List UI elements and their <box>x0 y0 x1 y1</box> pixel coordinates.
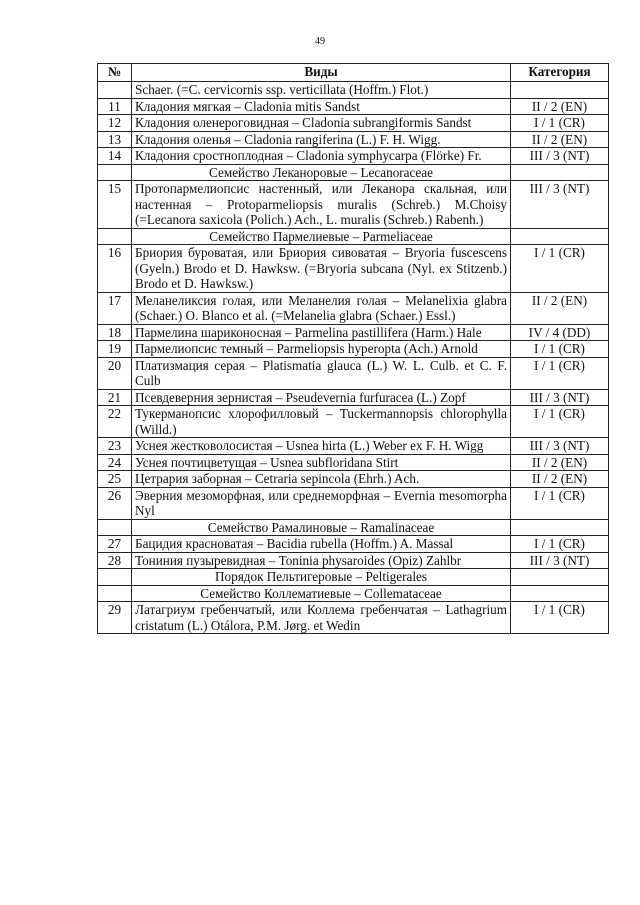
table-row <box>98 115 609 132</box>
section-row <box>98 585 609 602</box>
table-header-row <box>98 64 609 82</box>
row-number: 21 <box>98 389 132 406</box>
species-name: Эверния мезоморфная, или среднеморфная – Evernia mesomorpha Nyl <box>132 487 511 519</box>
category-value: I / 1 (CR) <box>511 245 609 293</box>
table-row <box>98 438 609 455</box>
category-value: IV / 4 (DD) <box>511 324 609 341</box>
species-name: Кладония сростноплодная – Cladonia symphycarpa (Flörke) Fr. <box>132 148 511 165</box>
empty-number-cell <box>98 585 132 602</box>
table-row <box>98 552 609 569</box>
row-number: 16 <box>98 245 132 293</box>
table-row <box>98 602 609 634</box>
empty-number-cell <box>98 164 132 181</box>
section-row <box>98 519 609 536</box>
category-value: I / 1 (CR) <box>511 341 609 358</box>
category-value: III / 3 (NT) <box>511 181 609 229</box>
category-value: II / 2 (EN) <box>511 98 609 115</box>
category-value: II / 2 (EN) <box>511 292 609 324</box>
row-number: 28 <box>98 552 132 569</box>
category-value: I / 1 (CR) <box>511 602 609 634</box>
category-value: III / 3 (NT) <box>511 389 609 406</box>
empty-number-cell <box>98 519 132 536</box>
species-name: Латагриум гребенчатый, или Коллема гребенчатая – Lathagrium cristatum (L.) Otálora, P.M. Jørg. et Wedin <box>132 602 511 634</box>
species-name: Бриория буроватая, или Бриория сивоватая – Bryoria fuscescens (Gyeln.) Brodo et D. Hawksw. (=Bryoria subcana (Nyl. ex Stitzenb.) Brodo et D. Hawksw.) <box>132 245 511 293</box>
table-row <box>98 292 609 324</box>
category-value: I / 1 (CR) <box>511 357 609 389</box>
row-number: 12 <box>98 115 132 132</box>
category-value: III / 3 (NT) <box>511 552 609 569</box>
row-number: 14 <box>98 148 132 165</box>
table-row <box>98 148 609 165</box>
section-title: Семейство Леканоровые – Lecanoraceae <box>132 164 511 181</box>
row-number: 27 <box>98 536 132 553</box>
empty-category-cell <box>511 519 609 536</box>
row-number: 26 <box>98 487 132 519</box>
continuation-row <box>98 82 609 99</box>
category-value: II / 2 (EN) <box>511 454 609 471</box>
table-row <box>98 181 609 229</box>
category-value: II / 2 (EN) <box>511 131 609 148</box>
empty-number-cell <box>98 82 132 99</box>
empty-category-cell <box>511 569 609 586</box>
category-value: I / 1 (CR) <box>511 115 609 132</box>
table-row <box>98 131 609 148</box>
species-name: Уснея почтицветущая – Usnea subfloridana Stirt <box>132 454 511 471</box>
category-value: I / 1 (CR) <box>511 406 609 438</box>
species-name: Тукерманопсис хлорофилловый – Tuckermannopsis chlorophylla (Willd.) <box>132 406 511 438</box>
header-species: Виды <box>132 64 511 82</box>
species-name: Бацидия красноватая – Bacidia rubella (Hoffm.) A. Massal <box>132 536 511 553</box>
category-value: I / 1 (CR) <box>511 536 609 553</box>
table-row <box>98 471 609 488</box>
category-value: II / 2 (EN) <box>511 471 609 488</box>
row-number: 23 <box>98 438 132 455</box>
section-title: Порядок Пельтигеровые – Peltigerales <box>132 569 511 586</box>
empty-category-cell <box>511 82 609 99</box>
species-name: Кладония оленерогoвидная – Cladonia subrangiformis Sandst <box>132 115 511 132</box>
table-row <box>98 487 609 519</box>
table-row <box>98 454 609 471</box>
row-number: 19 <box>98 341 132 358</box>
species-name: Уснея жестковолосистая – Usnea hirta (L.) Weber ex F. H. Wigg <box>132 438 511 455</box>
section-title: Семейство Коллематиевые – Collemataceae <box>132 585 511 602</box>
row-number: 15 <box>98 181 132 229</box>
section-title: Семейство Пармелиевые – Parmeliaceae <box>132 228 511 245</box>
page-number: 49 <box>315 36 325 47</box>
species-name: Меланеликсия голая, или Меланелия голая – Melanelixia glabra (Schaer.) O. Blanco et al. (=Melanelia glabra (Schaer.) Essl.) <box>132 292 511 324</box>
table-row <box>98 341 609 358</box>
species-name: Кладония оленья – Cladonia rangiferina (L.) F. H. Wigg. <box>132 131 511 148</box>
category-value: III / 3 (NT) <box>511 438 609 455</box>
empty-category-cell <box>511 585 609 602</box>
species-name: Протопармелиопсис настенный, или Леканора скальная, или настенная – Protoparmeliopsis muralis (Schreb.) M.Choisy (=Lecanora saxicola (Polich.) Ach., L. muralis (Schreb.) Rabenh.) <box>132 181 511 229</box>
species-name: Псевдеверния зернистая – Pseudevernia furfuracea (L.) Zopf <box>132 389 511 406</box>
row-number: 24 <box>98 454 132 471</box>
section-row <box>98 228 609 245</box>
empty-number-cell <box>98 228 132 245</box>
section-row <box>98 164 609 181</box>
row-number: 25 <box>98 471 132 488</box>
header-category: Категория <box>511 64 609 82</box>
row-number: 29 <box>98 602 132 634</box>
species-name: Пармелиопсис темный – Parmeliopsis hyperopta (Ach.) Arnold <box>132 341 511 358</box>
table-row <box>98 357 609 389</box>
table-row <box>98 324 609 341</box>
section-row <box>98 569 609 586</box>
category-value: III / 3 (NT) <box>511 148 609 165</box>
row-number: 20 <box>98 357 132 389</box>
species-name: Пармелина шариконосная – Parmelina pastillifera (Harm.) Hale <box>132 324 511 341</box>
table-row <box>98 98 609 115</box>
table-row <box>98 389 609 406</box>
section-title: Семейство Рамалиновые – Ramalinaceae <box>132 519 511 536</box>
row-number: 13 <box>98 131 132 148</box>
species-table <box>97 63 609 634</box>
table-row <box>98 536 609 553</box>
species-name: Тониния пузыревидная – Toninia physaroides (Opiz) Zahlbr <box>132 552 511 569</box>
header-number: № <box>98 64 132 82</box>
row-number: 11 <box>98 98 132 115</box>
empty-category-cell <box>511 164 609 181</box>
row-number: 22 <box>98 406 132 438</box>
row-number: 17 <box>98 292 132 324</box>
row-number: 18 <box>98 324 132 341</box>
species-name: Платизмация серая – Platismatia glauca (L.) W. L. Culb. et C. F. Culb <box>132 357 511 389</box>
species-name: Schaer. (=C. cervicornis ssp. verticillata (Hoffm.) Flot.) <box>132 82 511 99</box>
table-row <box>98 406 609 438</box>
empty-category-cell <box>511 228 609 245</box>
species-name: Кладония мягкая – Cladonia mitis Sandst <box>132 98 511 115</box>
category-value: I / 1 (CR) <box>511 487 609 519</box>
table-row <box>98 245 609 293</box>
empty-number-cell <box>98 569 132 586</box>
species-name: Цетрария заборная – Cetraria sepincola (Ehrh.) Ach. <box>132 471 511 488</box>
table-body <box>98 82 609 634</box>
